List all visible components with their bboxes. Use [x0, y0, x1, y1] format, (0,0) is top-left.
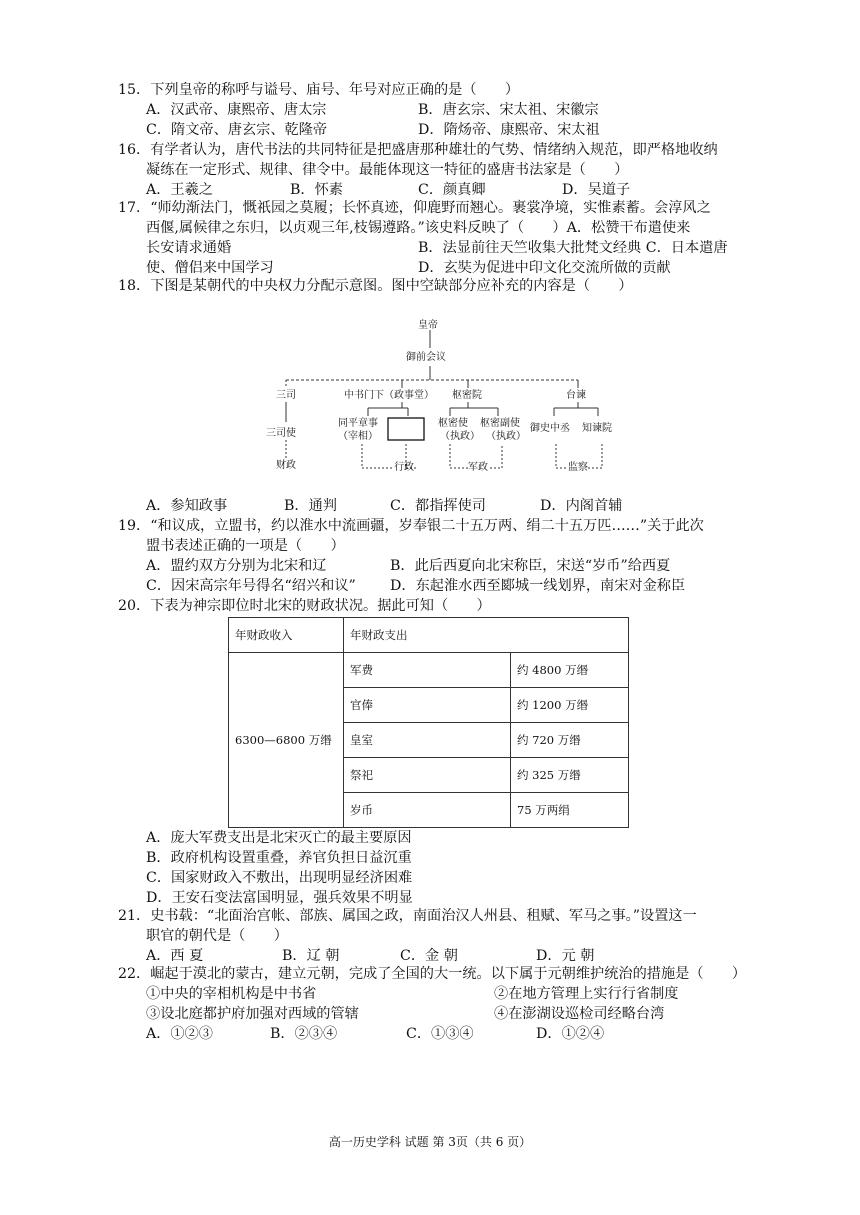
shumiyuan-label: 枢密院 — [452, 390, 482, 401]
expense-amount: 75 万两绢 — [511, 793, 629, 828]
option-a: A．参知政事 — [146, 498, 228, 514]
shumifu-sub: （执政） — [486, 431, 526, 442]
council-label: 御前会议 — [406, 352, 446, 363]
question-16 — [118, 140, 768, 200]
expense-amount: 约 1200 万缗 — [511, 688, 629, 723]
question-stem-line1: 17．“师幼渐法门，慨祇园之莫履；长怀真迹，仰鹿野而翘心。裹裳净境，实惟素蓄。会淳风之 — [118, 200, 711, 216]
option-d: D．内阁首辅 — [540, 498, 623, 514]
expense-item: 岁币 — [344, 793, 511, 828]
question-stem-line1: 16．有学者认为，唐代书法的共同特征是把盛唐那种雄壮的气势、情绪纳入规范，即严格地收纳 — [118, 142, 718, 158]
expense-item: 官俸 — [344, 688, 511, 723]
statement-4: ④在澎湖设巡检司经略台湾 — [494, 1006, 665, 1022]
taijian-label: 台谏 — [566, 390, 586, 401]
question-stem-line1: 21．史书载：“北面治宫帐、部族、属国之政，南面治汉人州县、租赋、军马之事。”设置这一 — [118, 908, 697, 924]
junzheng-label: 军政 — [468, 462, 488, 473]
question-20-options — [118, 828, 768, 908]
header-expense: 年财政支出 — [344, 618, 629, 653]
option-a: A．西 夏 — [146, 948, 204, 964]
zhongshu-label: 中书门下（政事堂） — [344, 390, 434, 401]
option-d: D．元 朝 — [536, 948, 595, 964]
question-22 — [118, 964, 798, 1044]
question-stem: 15．下列皇帝的称呼与谥号、庙号、年号对应正确的是（ ） — [118, 82, 520, 98]
question-stem-line1: 19．“和议成，立盟书，约以淮水中流画疆，岁奉银二十五万两、绢二十五万匹……”关于此次 — [118, 518, 704, 534]
option-b: B．唐玄宗、宋太祖、宋徽宗 — [418, 102, 599, 118]
statement-1: ①中央的宰相机构是中书省 — [146, 986, 317, 1002]
jiancha-label: 监察 — [568, 462, 588, 473]
option-d: D．王安石变法富国明显，强兵效果不明显 — [146, 890, 413, 906]
option-c: C．国家财政入不敷出，出现明显经济困难 — [146, 870, 413, 886]
option-d: D．东起淮水西至郾城一线划界，南宋对金称臣 — [390, 578, 686, 594]
xingzheng-label: 行政 — [394, 462, 414, 473]
question-19 — [118, 516, 768, 596]
option-a: A．①②③ — [146, 1026, 213, 1042]
question-stem-line2: 西偃,属候律之东归，以贞观三年,枝锡遵路。”该史料反映了（ ）A．松赞干布遣使来 — [146, 220, 691, 236]
option-b: B．辽 朝 — [282, 948, 340, 964]
question-20 — [118, 596, 768, 616]
option-b: B．通判 — [284, 498, 337, 514]
option-c: C．颜真卿 — [418, 182, 486, 198]
option-b: B．此后西夏向北宋称臣，宋送“岁币”给西夏 — [390, 558, 671, 574]
zaixiang-label: （宰相） — [338, 431, 378, 442]
option-a: A．汉武帝、康熙帝、唐太宗 — [146, 102, 327, 118]
option-a-cont: 长安请求通婚 — [146, 240, 232, 256]
question-stem-line2: 盟书表述正确的一项是（ ） — [146, 538, 345, 554]
question-15 — [118, 80, 768, 140]
question-18-options — [118, 496, 768, 516]
option-c: C．因宋高宗年号得名“绍兴和议” — [146, 578, 356, 594]
shumishi-label: 枢密使 — [438, 418, 468, 429]
option-c-cont: 使、僧侣来中国学习 — [146, 260, 274, 276]
header-income: 年财政收入 — [229, 618, 344, 653]
expense-item: 皇室 — [344, 723, 511, 758]
income-value: 6300—6800 万缗 — [229, 653, 344, 828]
option-d: D．隋炀帝、康熙帝、宋太祖 — [418, 122, 600, 138]
option-c: C．隋文帝、唐玄宗、乾隆帝 — [146, 122, 328, 138]
zhijian-label: 知谏院 — [582, 423, 612, 434]
page-footer: 高一历史学科 试题 第 3页（共 6 页） — [328, 1135, 532, 1149]
sansishi-label: 三司使 — [266, 428, 296, 439]
power-structure-diagram — [266, 318, 612, 478]
question-stem: 20．下表为神宗即位时北宋的财政状况。据此可知（ ） — [118, 598, 491, 614]
option-b: B．政府机构设置重叠，养官负担日益沉重 — [146, 850, 412, 866]
option-b: B．怀素 — [290, 182, 343, 198]
sansi-label: 三司 — [276, 390, 296, 401]
expense-item: 军费 — [344, 653, 511, 688]
tongping-label: 同平章事 — [338, 418, 378, 429]
statement-3: ③设北庭都护府加强对西域的管辖 — [146, 1006, 359, 1022]
option-c: C．金 朝 — [400, 948, 458, 964]
option-c: C．都指挥使司 — [390, 498, 486, 514]
question-stem-line2: 职官的朝代是（ ） — [146, 928, 288, 944]
blank-box — [388, 418, 424, 440]
finance-table — [228, 617, 629, 828]
question-18 — [118, 276, 768, 296]
option-d: D．玄奘为促进中印文化交流所做的贡献 — [418, 260, 671, 276]
question-stem: 18．下图是某朝代的中央权力分配示意图。图中空缺部分应补充的内容是（ ） — [118, 278, 633, 294]
statement-2: ②在地方管理上实行行省制度 — [494, 986, 679, 1002]
option-b: B．法显前往天竺收集大批梵文经典 C．日本遣唐 — [418, 240, 728, 256]
question-17 — [118, 198, 768, 278]
shumishi-sub: （执政） — [440, 431, 480, 442]
caizheng-label: 财政 — [276, 460, 296, 471]
expense-item: 祭祀 — [344, 758, 511, 793]
emperor-label: 皇帝 — [418, 320, 438, 331]
option-b: B．②③④ — [270, 1026, 338, 1042]
expense-amount: 约 325 万缗 — [511, 758, 629, 793]
expense-amount: 约 4800 万缗 — [511, 653, 629, 688]
option-d: D．吴道子 — [562, 182, 631, 198]
yushi-label: 御史中丞 — [530, 423, 570, 434]
question-21 — [118, 906, 768, 966]
question-stem-line2: 凝练在一定形式、规律、律令中。最能体现这一特征的盛唐书法家是（ ） — [146, 162, 629, 178]
expense-amount: 约 720 万缗 — [511, 723, 629, 758]
diagram-lines — [272, 318, 612, 478]
question-stem: 22．崛起于漠北的蒙古，建立元朝，完成了全国的大一统。以下属于元朝维护统治的措施是（ ） — [118, 966, 747, 982]
option-a: A．盟约双方分别为北宋和辽 — [146, 558, 327, 574]
option-c: C．①③④ — [406, 1026, 474, 1042]
shumifu-label: 枢密副使 — [480, 418, 520, 429]
option-a: A．庞大军费支出是北宋灭亡的最主要原因 — [146, 830, 412, 846]
option-a: A．王羲之 — [146, 182, 213, 198]
option-d: D．①②④ — [536, 1026, 605, 1042]
